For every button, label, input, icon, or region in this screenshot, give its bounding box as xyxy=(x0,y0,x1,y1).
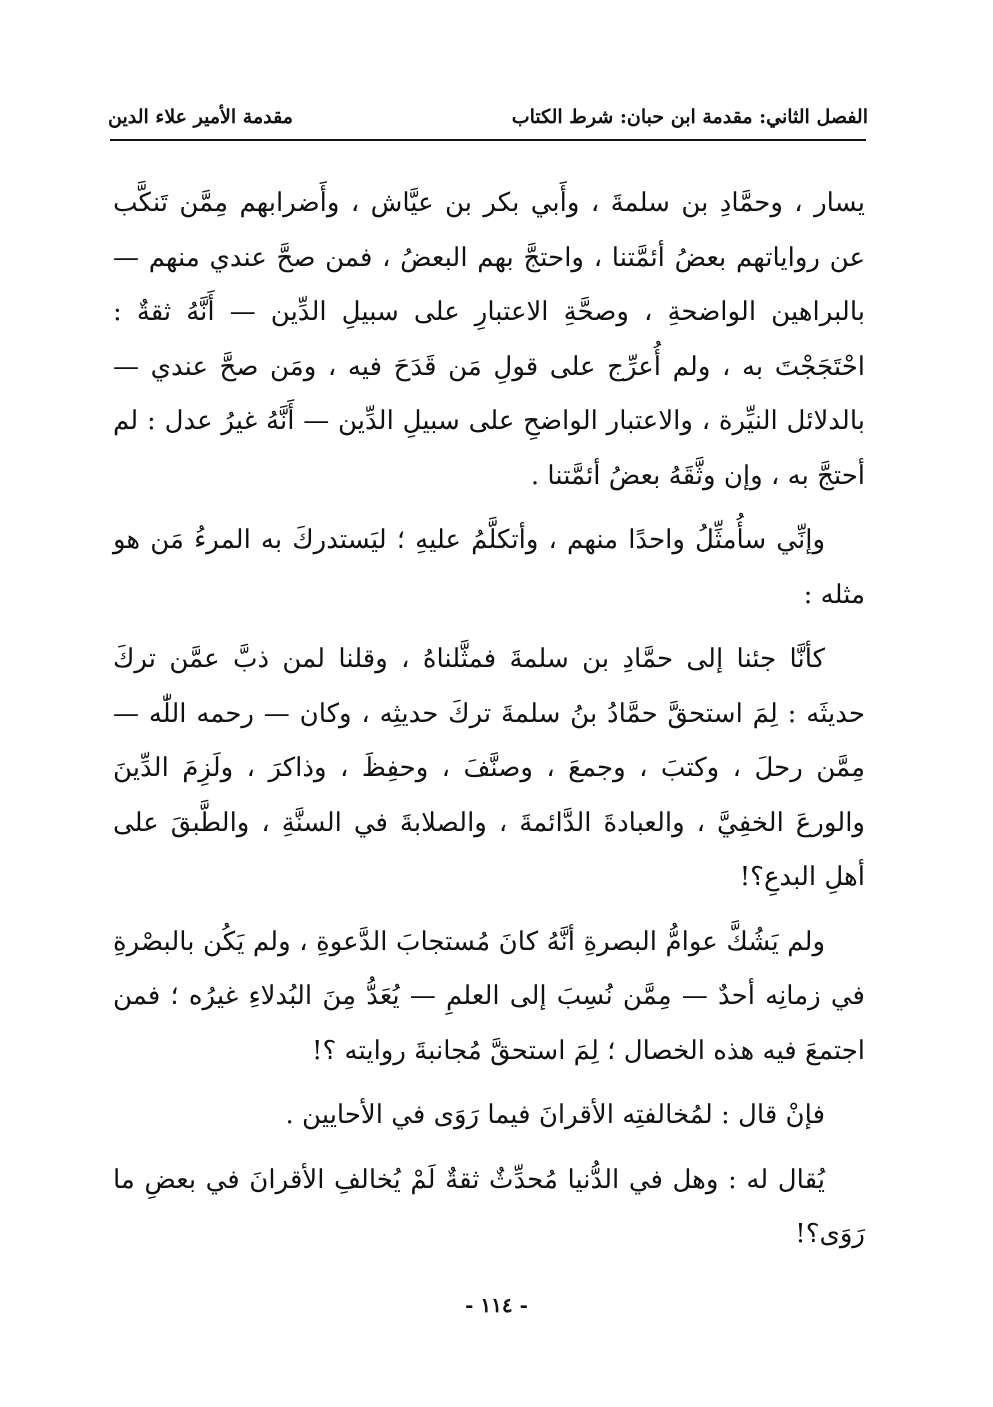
section-title: مقدمة الأمير علاء الدين xyxy=(108,106,293,128)
paragraph-4: ولم يَشُكَّ عوامُّ البصرةِ أنَّهُ كانَ مُستجابَ الدَّعوةِ ، ولم يَكُن بالبصْرةِ في زمانِه أحدٌ — مِمَّن نُسِبَ إلى العلمِ — يُعَدُّ مِنَ البُدلاءِ غيرُه ؛ فمن اجتمعَ فيه هذه الخصال ؛ لِمَ استحقَّ مُجانبةَ روايته ؟! xyxy=(113,926,865,1066)
paragraph-5: فإنْ قال : لمُخالفتِه الأقرانَ فيما رَوَى في الأحايين . xyxy=(285,1100,825,1130)
paragraph-1: يسار ، وحمَّادِ بن سلمةَ ، وأَبي بكر بن عيَّاش ، وأَضرابهم مِمَّن تَنكَّب عن رواياتهم بعضُ أئمَّتنا ، واحتجَّ بهم البعضُ ، فمن صحَّ عندي منهم — بالبراهين الواضحةِ ، وصحَّةِ الاعتبارِ على سبيلِ الدِّين — أَنَّهُ ثقةٌ : احْتَجَجْتَ به ، ولم أُعرِّج على قولِ مَن قَدَحَ فيه ، ومَن صحَّ عندي — بالدلائل النيِّرة ، والاعتبار الواضحِ على سبيلِ الدِّين — أَنَّهُ غيرُ عدل : لم أحتجَّ به ، وإن وثَّقَهُ بعضُ أئمَّتنا . xyxy=(113,188,865,491)
page-number: - ١١٤ - xyxy=(465,1293,528,1317)
paragraph-2: وإنِّي سأُمثِّلُ واحدًا منهم ، وأتكلَّمُ عليهِ ؛ ليَستدركَ به المرءُ مَن هو مثله : xyxy=(113,525,865,610)
header-divider xyxy=(110,139,866,141)
chapter-title: الفصل الثاني: مقدمة ابن حبان: شرط الكتاب xyxy=(511,106,868,128)
running-header xyxy=(108,100,868,134)
paragraph-3: كأنَّا جئنا إلى حمَّادِ بن سلمةَ فمثَّلناهُ ، وقلنا لمن ذبَّ عمَّن تركَ حديثَه : لِمَ استحقَّ حمَّادُ بنُ سلمةَ تركَ حديثِه ، وكان — رحمه اللّٰه — مِمَّن رحلَ ، وكتبَ ، وجمعَ ، وصنَّفَ ، وحفِظَ ، وذاكرَ ، ولَزِمَ الدِّينَ والورعَ الخفِيَّ ، والعبادةَ الدَّائمةَ ، والصلابةَ في السنَّةِ ، والطَّبقَ على أهلِ البدعِ؟! xyxy=(113,644,865,892)
paragraph-6: يُقال له : وهل في الدُّنيا مُحدِّثٌ ثقةٌ لَمْ يُخالفِ الأقرانَ في بعضِ ما رَوَى؟! xyxy=(113,1164,865,1249)
page-body xyxy=(113,176,865,1272)
